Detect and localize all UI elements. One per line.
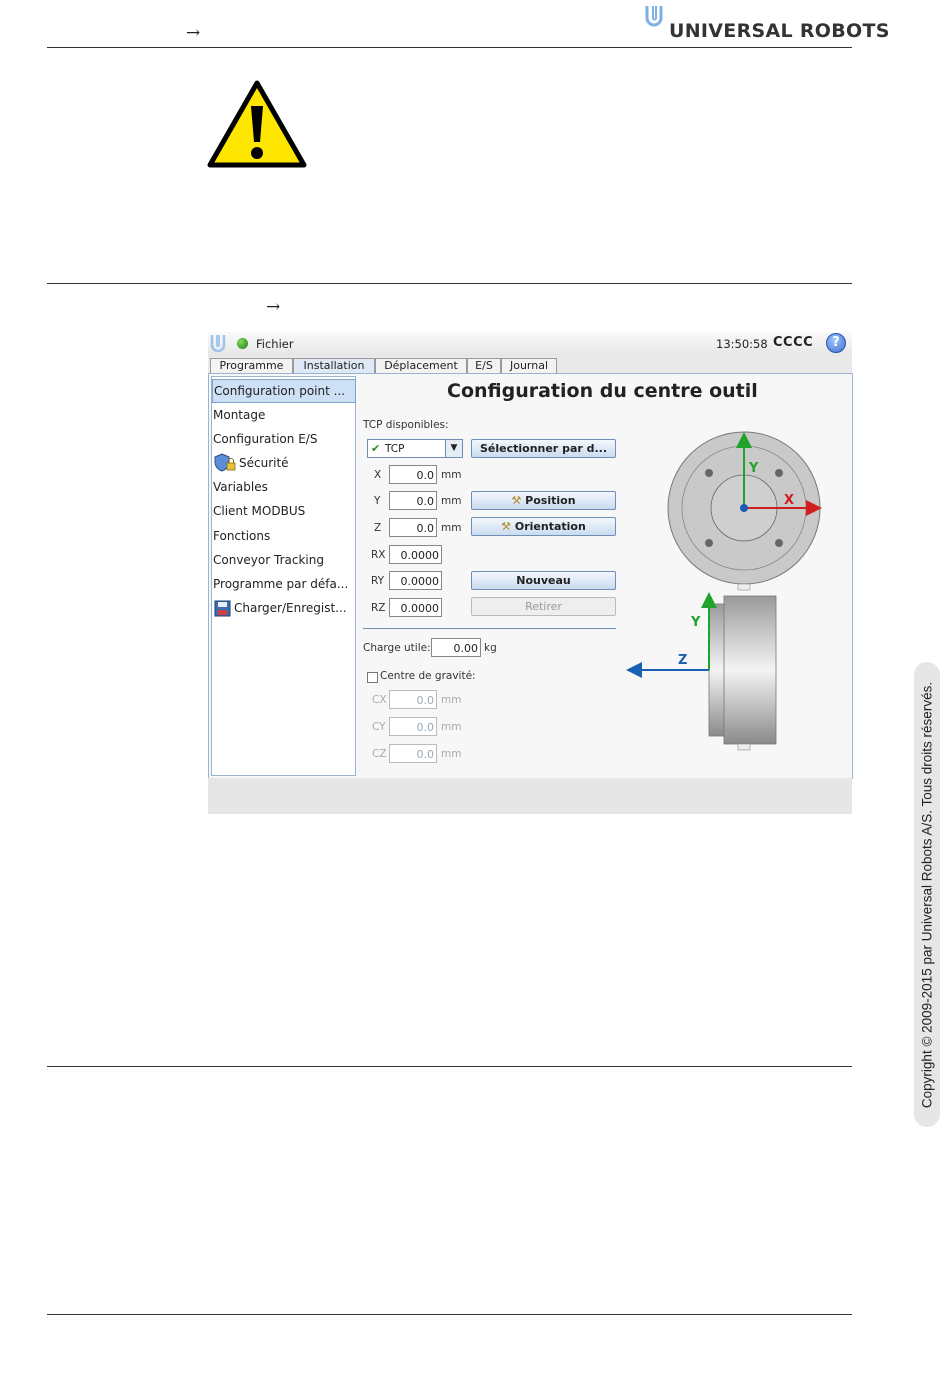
- remove-tcp-button[interactable]: Retirer: [471, 597, 616, 616]
- chevron-down-icon[interactable]: ▼: [445, 440, 462, 457]
- clock: 13:50:58: [716, 337, 768, 351]
- universal-robots-logo: [645, 4, 890, 44]
- cz-label: CZ: [372, 748, 387, 760]
- nav-item-fonctions[interactable]: Fonctions: [213, 529, 271, 543]
- copyright-tab: [914, 662, 940, 1127]
- copyright-text: Copyright © 2009-2015 par Universal Robots A/S. Tous droits réservés.: [919, 681, 935, 1108]
- orientation-button[interactable]: [471, 517, 616, 536]
- tcp-dropdown[interactable]: [367, 439, 463, 458]
- nav-item-load-save[interactable]: [212, 597, 356, 619]
- cy-unit: mm: [441, 721, 462, 733]
- tab-bar: [208, 358, 852, 374]
- z-label: Z: [374, 522, 382, 534]
- check-icon: ✔: [371, 442, 381, 455]
- orientation-button-label: Orientation: [514, 520, 586, 533]
- cz-input[interactable]: 0.0: [389, 744, 437, 763]
- nav-item-tcp-config[interactable]: Configuration point ...: [212, 379, 356, 403]
- header-arrow: →: [186, 23, 201, 43]
- tab-deplacement[interactable]: Déplacement: [375, 358, 467, 373]
- x-label: X: [374, 469, 382, 481]
- side-z-axis-label: Z: [678, 653, 688, 668]
- cx-input[interactable]: 0.0: [389, 690, 437, 709]
- position-button-label: Position: [525, 494, 576, 507]
- position-button[interactable]: [471, 491, 616, 510]
- cy-label: CY: [372, 721, 386, 733]
- cx-label: CX: [372, 694, 387, 706]
- divider: [47, 283, 852, 284]
- x-input[interactable]: 0.0: [389, 465, 437, 484]
- tcp-selected-value: TCP: [385, 443, 405, 455]
- tab-es[interactable]: E/S: [467, 358, 501, 373]
- cog-checkbox[interactable]: [367, 672, 378, 683]
- nav-item-securite[interactable]: [212, 452, 356, 474]
- section-separator: [363, 628, 616, 629]
- side-y-axis-label: Y: [691, 615, 701, 630]
- bottom-bar: [208, 778, 852, 814]
- rx-label: RX: [371, 549, 386, 561]
- y-label: Y: [374, 495, 381, 507]
- nav-item-conveyor[interactable]: Conveyor Tracking: [213, 553, 324, 567]
- front-y-axis-label: Y: [749, 461, 759, 476]
- payload-label: Charge utile:: [363, 642, 431, 654]
- ur-logo-icon: [645, 4, 667, 30]
- tab-installation[interactable]: Installation: [293, 358, 375, 373]
- ur-app-icon[interactable]: [210, 334, 230, 354]
- section-arrow: →: [266, 297, 281, 317]
- nav-item-default-program[interactable]: Programme par défa...: [213, 577, 349, 591]
- cy-input[interactable]: 0.0: [389, 717, 437, 736]
- wand-icon: ⚒: [511, 494, 526, 507]
- x-unit: mm: [441, 469, 462, 481]
- tab-journal[interactable]: Journal: [501, 358, 557, 373]
- warning-icon: [207, 80, 307, 168]
- ry-input[interactable]: 0.0000: [389, 571, 442, 590]
- nav-item-montage[interactable]: Montage: [213, 408, 266, 422]
- rz-input[interactable]: 0.0000: [389, 598, 442, 617]
- z-input[interactable]: 0.0: [389, 518, 437, 537]
- rx-input[interactable]: 0.0000: [389, 545, 442, 564]
- divider: [47, 47, 852, 48]
- y-unit: mm: [441, 495, 462, 507]
- top-bar: [208, 332, 852, 356]
- installation-panel: [208, 373, 853, 779]
- z-unit: mm: [441, 522, 462, 534]
- status-indicator-icon: [237, 338, 248, 349]
- robot-name: CCCC: [773, 335, 814, 350]
- divider: [47, 1314, 852, 1315]
- brand-name: UNIVERSAL ROBOTS: [669, 20, 890, 42]
- cx-unit: mm: [441, 694, 462, 706]
- nav-item-label: Charger/Enregist...: [234, 601, 347, 615]
- select-by-button[interactable]: Sélectionner par d...: [471, 439, 616, 458]
- page-title: Configuration du centre outil: [447, 380, 758, 402]
- ry-label: RY: [371, 575, 385, 587]
- help-icon[interactable]: ?: [826, 333, 846, 353]
- nav-item-io-config[interactable]: Configuration E/S: [213, 432, 318, 446]
- payload-unit: kg: [484, 642, 497, 654]
- y-input[interactable]: 0.0: [389, 491, 437, 510]
- cz-unit: mm: [441, 748, 462, 760]
- file-menu[interactable]: Fichier: [256, 337, 294, 351]
- new-tcp-button[interactable]: Nouveau: [471, 571, 616, 590]
- front-x-axis-label: X: [784, 493, 795, 508]
- tab-programme[interactable]: Programme: [210, 358, 293, 373]
- tcp-list-label: TCP disponibles:: [363, 419, 449, 431]
- nav-item-variables[interactable]: Variables: [213, 480, 268, 494]
- polyscope-screenshot: [208, 332, 852, 814]
- payload-input[interactable]: 0.00: [431, 638, 481, 657]
- tool-flange-diagram: [624, 424, 834, 764]
- rz-label: RZ: [371, 602, 386, 614]
- cog-label: Centre de gravité:: [380, 670, 476, 682]
- divider: [47, 1066, 852, 1067]
- nav-item-modbus[interactable]: Client MODBUS: [213, 504, 306, 518]
- safety-shield-icon: [214, 453, 236, 473]
- installation-nav: [211, 376, 356, 776]
- nav-item-label: Sécurité: [239, 456, 289, 470]
- floppy-disk-icon: [214, 600, 232, 618]
- wand-icon: ⚒: [501, 520, 515, 533]
